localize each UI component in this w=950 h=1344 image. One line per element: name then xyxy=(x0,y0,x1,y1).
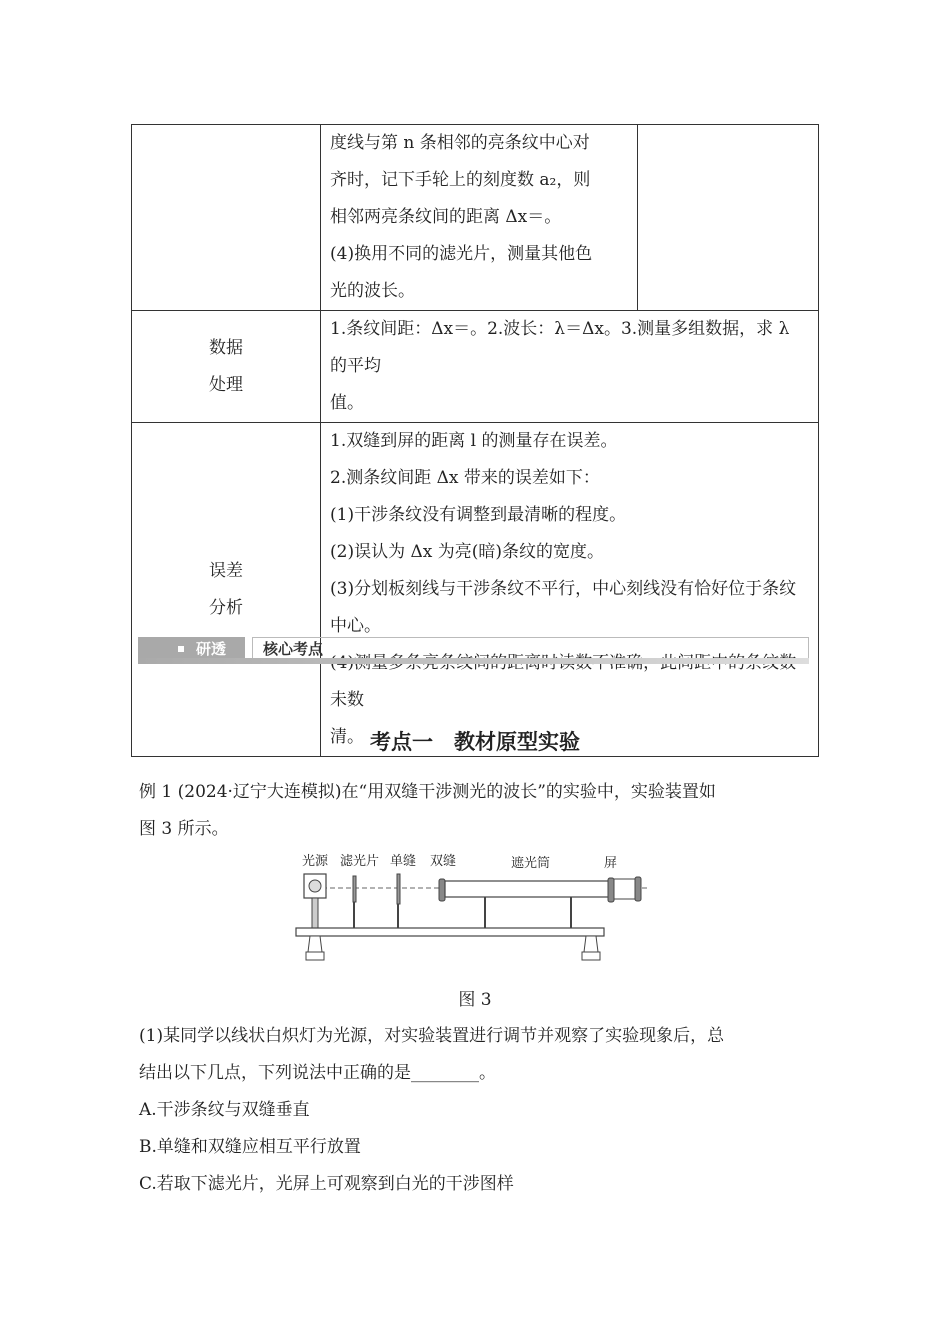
tube-ring xyxy=(608,878,614,902)
section-banner xyxy=(138,637,809,665)
procedure-line: (4)换用不同的滤光片，测量其他色 xyxy=(330,244,593,264)
label-light-source: 光源 xyxy=(302,854,329,869)
data-line: 值。 xyxy=(330,393,364,413)
empty-cell xyxy=(638,125,819,311)
example-line: 图 3 所示。 xyxy=(139,819,229,839)
light-tube xyxy=(445,881,611,897)
example-line: 例 1 (2024·辽宁大连模拟)在“用双缝干涉测光的波长”的实验中，实验装置如 xyxy=(139,782,716,802)
rail-leg xyxy=(584,936,598,952)
section-title: 考点一 教材原型实验 xyxy=(370,730,580,754)
optical-rail xyxy=(296,928,604,936)
error-line: 1.双缝到屏的距离 l 的测量存在误差。 xyxy=(330,431,618,451)
row-label-line: 分析 xyxy=(209,597,243,618)
rail-leg xyxy=(308,936,322,952)
procedure-line: 度线与第 n 条相邻的亮条纹中心对 xyxy=(330,133,590,153)
empty-cell xyxy=(132,125,321,311)
data-processing-cell xyxy=(321,311,819,423)
label-screen: 屏 xyxy=(604,856,618,871)
square-bullet-icon xyxy=(178,646,184,652)
row-label-line: 数据 xyxy=(209,337,243,358)
banner-left-label: 研透 xyxy=(196,640,227,658)
banner-right: 核心考点 xyxy=(252,637,809,659)
screen-plate xyxy=(635,877,641,901)
banner-bar xyxy=(138,658,809,664)
light-source-stand xyxy=(312,898,318,928)
error-line: 清。 xyxy=(330,727,364,747)
procedure-cell xyxy=(321,125,638,311)
question-line: (1)某同学以线状白炽灯为光源，对实验装置进行调节并观察了实验现象后，总 xyxy=(139,1026,725,1046)
error-line: (2)误认为 Δx 为亮(暗)条纹的宽度。 xyxy=(330,542,605,562)
label-tube: 遮光筒 xyxy=(511,856,551,871)
row-label-data xyxy=(132,311,321,423)
option-a: A.干涉条纹与双缝垂直 xyxy=(139,1100,310,1120)
filter-plate xyxy=(353,876,356,902)
row-label-line: 误差 xyxy=(209,560,243,581)
procedure-line: 相邻两亮条纹间的距离 Δx＝。 xyxy=(330,207,562,227)
procedure-line: 齐时，记下手轮上的刻度数 a₂，则 xyxy=(330,170,591,190)
row-label-error xyxy=(132,423,321,757)
question-line: 结出以下几点，下列说法中正确的是________。 xyxy=(139,1063,496,1083)
error-line: 未数 xyxy=(330,690,364,710)
rail-foot xyxy=(582,952,600,960)
data-line: 1.条纹间距：Δx＝。2.波长：λ＝Δx。3.测量多组数据，求 λ 的平均 xyxy=(330,319,790,376)
table-row-error-analysis xyxy=(132,423,819,757)
bulb-icon xyxy=(309,880,321,892)
procedure-line: 光的波长。 xyxy=(330,281,415,301)
error-line: (3)分划板刻线与干涉条纹不平行，中心刻线没有恰好位于条纹中心。 xyxy=(330,579,797,636)
option-b: B.单缝和双缝应相互平行放置 xyxy=(139,1137,361,1157)
figure-caption: 图 3 xyxy=(458,990,492,1010)
label-filter: 滤光片 xyxy=(340,854,380,869)
label-single-slit: 单缝 xyxy=(390,854,417,869)
apparatus-figure xyxy=(292,848,662,968)
error-line: (1)干涉条纹没有调整到最清晰的程度。 xyxy=(330,505,627,525)
rail-foot xyxy=(306,952,324,960)
apparatus-diagram xyxy=(292,848,662,968)
error-analysis-cell xyxy=(321,423,819,757)
error-line: 2.测条纹间距 Δx 带来的误差如下： xyxy=(330,468,600,488)
option-c: C.若取下滤光片，光屏上可观察到白光的干涉图样 xyxy=(139,1174,514,1194)
double-slit-plate xyxy=(439,879,445,901)
single-slit-plate xyxy=(397,874,400,904)
table-row-data-processing xyxy=(132,311,819,423)
table-row-procedure xyxy=(132,125,819,311)
eyepiece xyxy=(614,879,638,899)
label-double-slit: 双缝 xyxy=(430,854,457,869)
row-label-line: 处理 xyxy=(209,374,243,395)
